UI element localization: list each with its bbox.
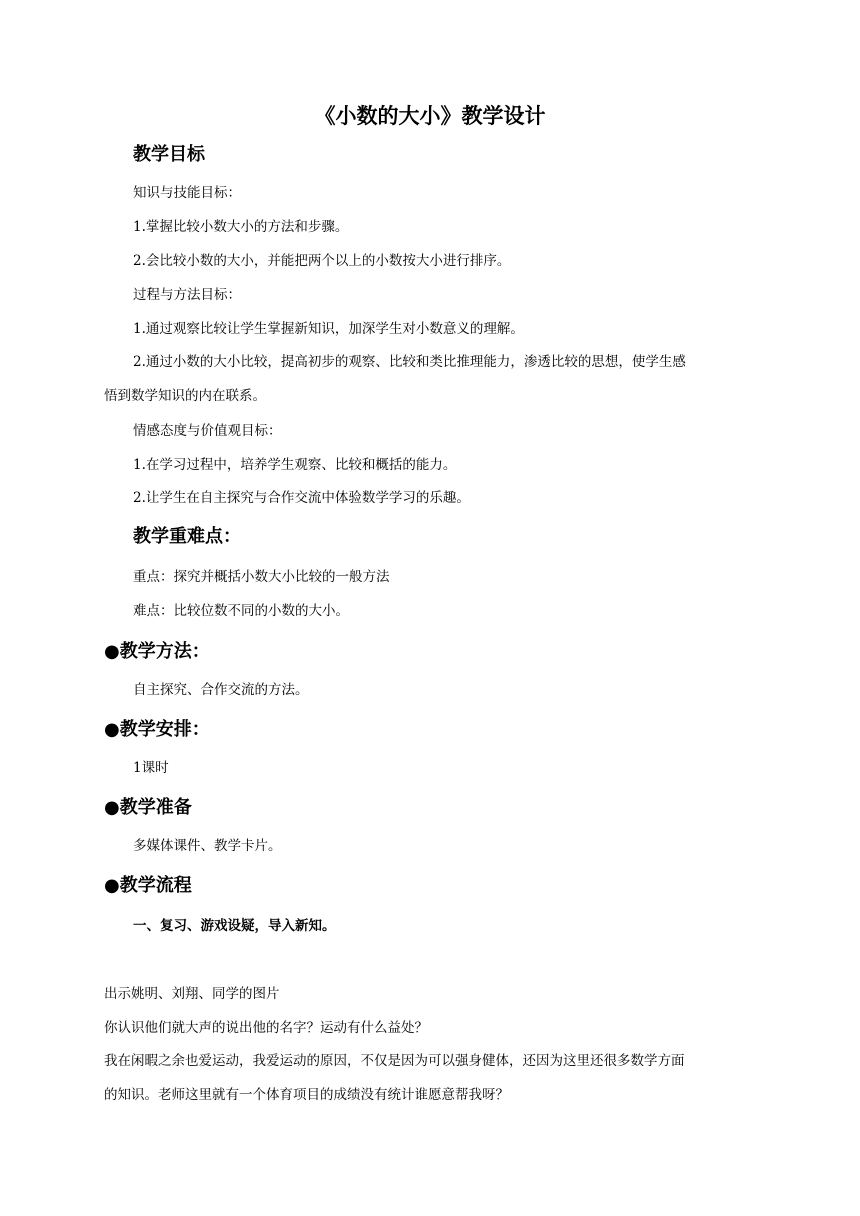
heading-teaching-goals: 教学目标 [133, 144, 205, 165]
method-text: 自主探究、合作交流的方法。 [133, 682, 309, 698]
preparation-text: 多媒体课件、教学卡片。 [133, 838, 282, 854]
heading-teaching-preparation: ●教学准备 [104, 797, 192, 818]
heading-key-points: 教学重难点： [133, 526, 241, 547]
process-item-2-cont: 悟到数学知识的内在联系。 [104, 388, 266, 404]
process-line-1: 出示姚明、刘翔、同学的图片 [104, 986, 280, 1002]
knowledge-item-1: 1.掌握比较小数大小的方法和步骤。 [133, 219, 349, 235]
key-point: 重点：探究并概括小数大小比较的一般方法 [133, 569, 390, 585]
document-title: 《小数的大小》教学设计 [314, 104, 546, 128]
process-label: 过程与方法目标： [133, 287, 241, 303]
difficult-point: 难点：比较位数不同的小数的大小。 [133, 603, 349, 619]
process-item-1: 1.通过观察比较让学生掌握新知识，加深学生对小数意义的理解。 [133, 321, 524, 337]
knowledge-label: 知识与技能目标： [133, 185, 241, 201]
emotion-item-2: 2.让学生在自主探究与合作交流中体验数学学习的乐趣。 [133, 490, 470, 506]
process-item-2: 2.通过小数的大小比较，提高初步的观察、比较和类比推理能力，渗透比较的思想，使学生感 [133, 354, 686, 370]
heading-teaching-method: ●教学方法： [104, 641, 210, 662]
heading-teaching-process: ●教学流程 [104, 875, 192, 896]
process-line-4: 的知识。老师这里就有一个体育项目的成绩没有统计谁愿意帮我呀？ [104, 1087, 509, 1103]
process-line-3: 我在闲暇之余也爱运动，我爱运动的原因，不仅是因为可以强身健体，还因为这里还很多数学方面 [104, 1053, 685, 1069]
emotion-item-1: 1.在学习过程中，培养学生观察、比较和概括的能力。 [133, 457, 457, 473]
heading-teaching-arrangement: ●教学安排： [104, 719, 210, 740]
process-line-2: 你认识他们就大声的说出他的名字？运动有什么益处？ [104, 1020, 428, 1036]
process-step-1: 一、复习、游戏设疑，导入新知。 [133, 918, 336, 934]
knowledge-item-2: 2.会比较小数的大小，并能把两个以上的小数按大小进行排序。 [133, 253, 511, 269]
emotion-label: 情感态度与价值观目标： [133, 423, 282, 439]
arrangement-text: 1课时 [133, 760, 169, 776]
